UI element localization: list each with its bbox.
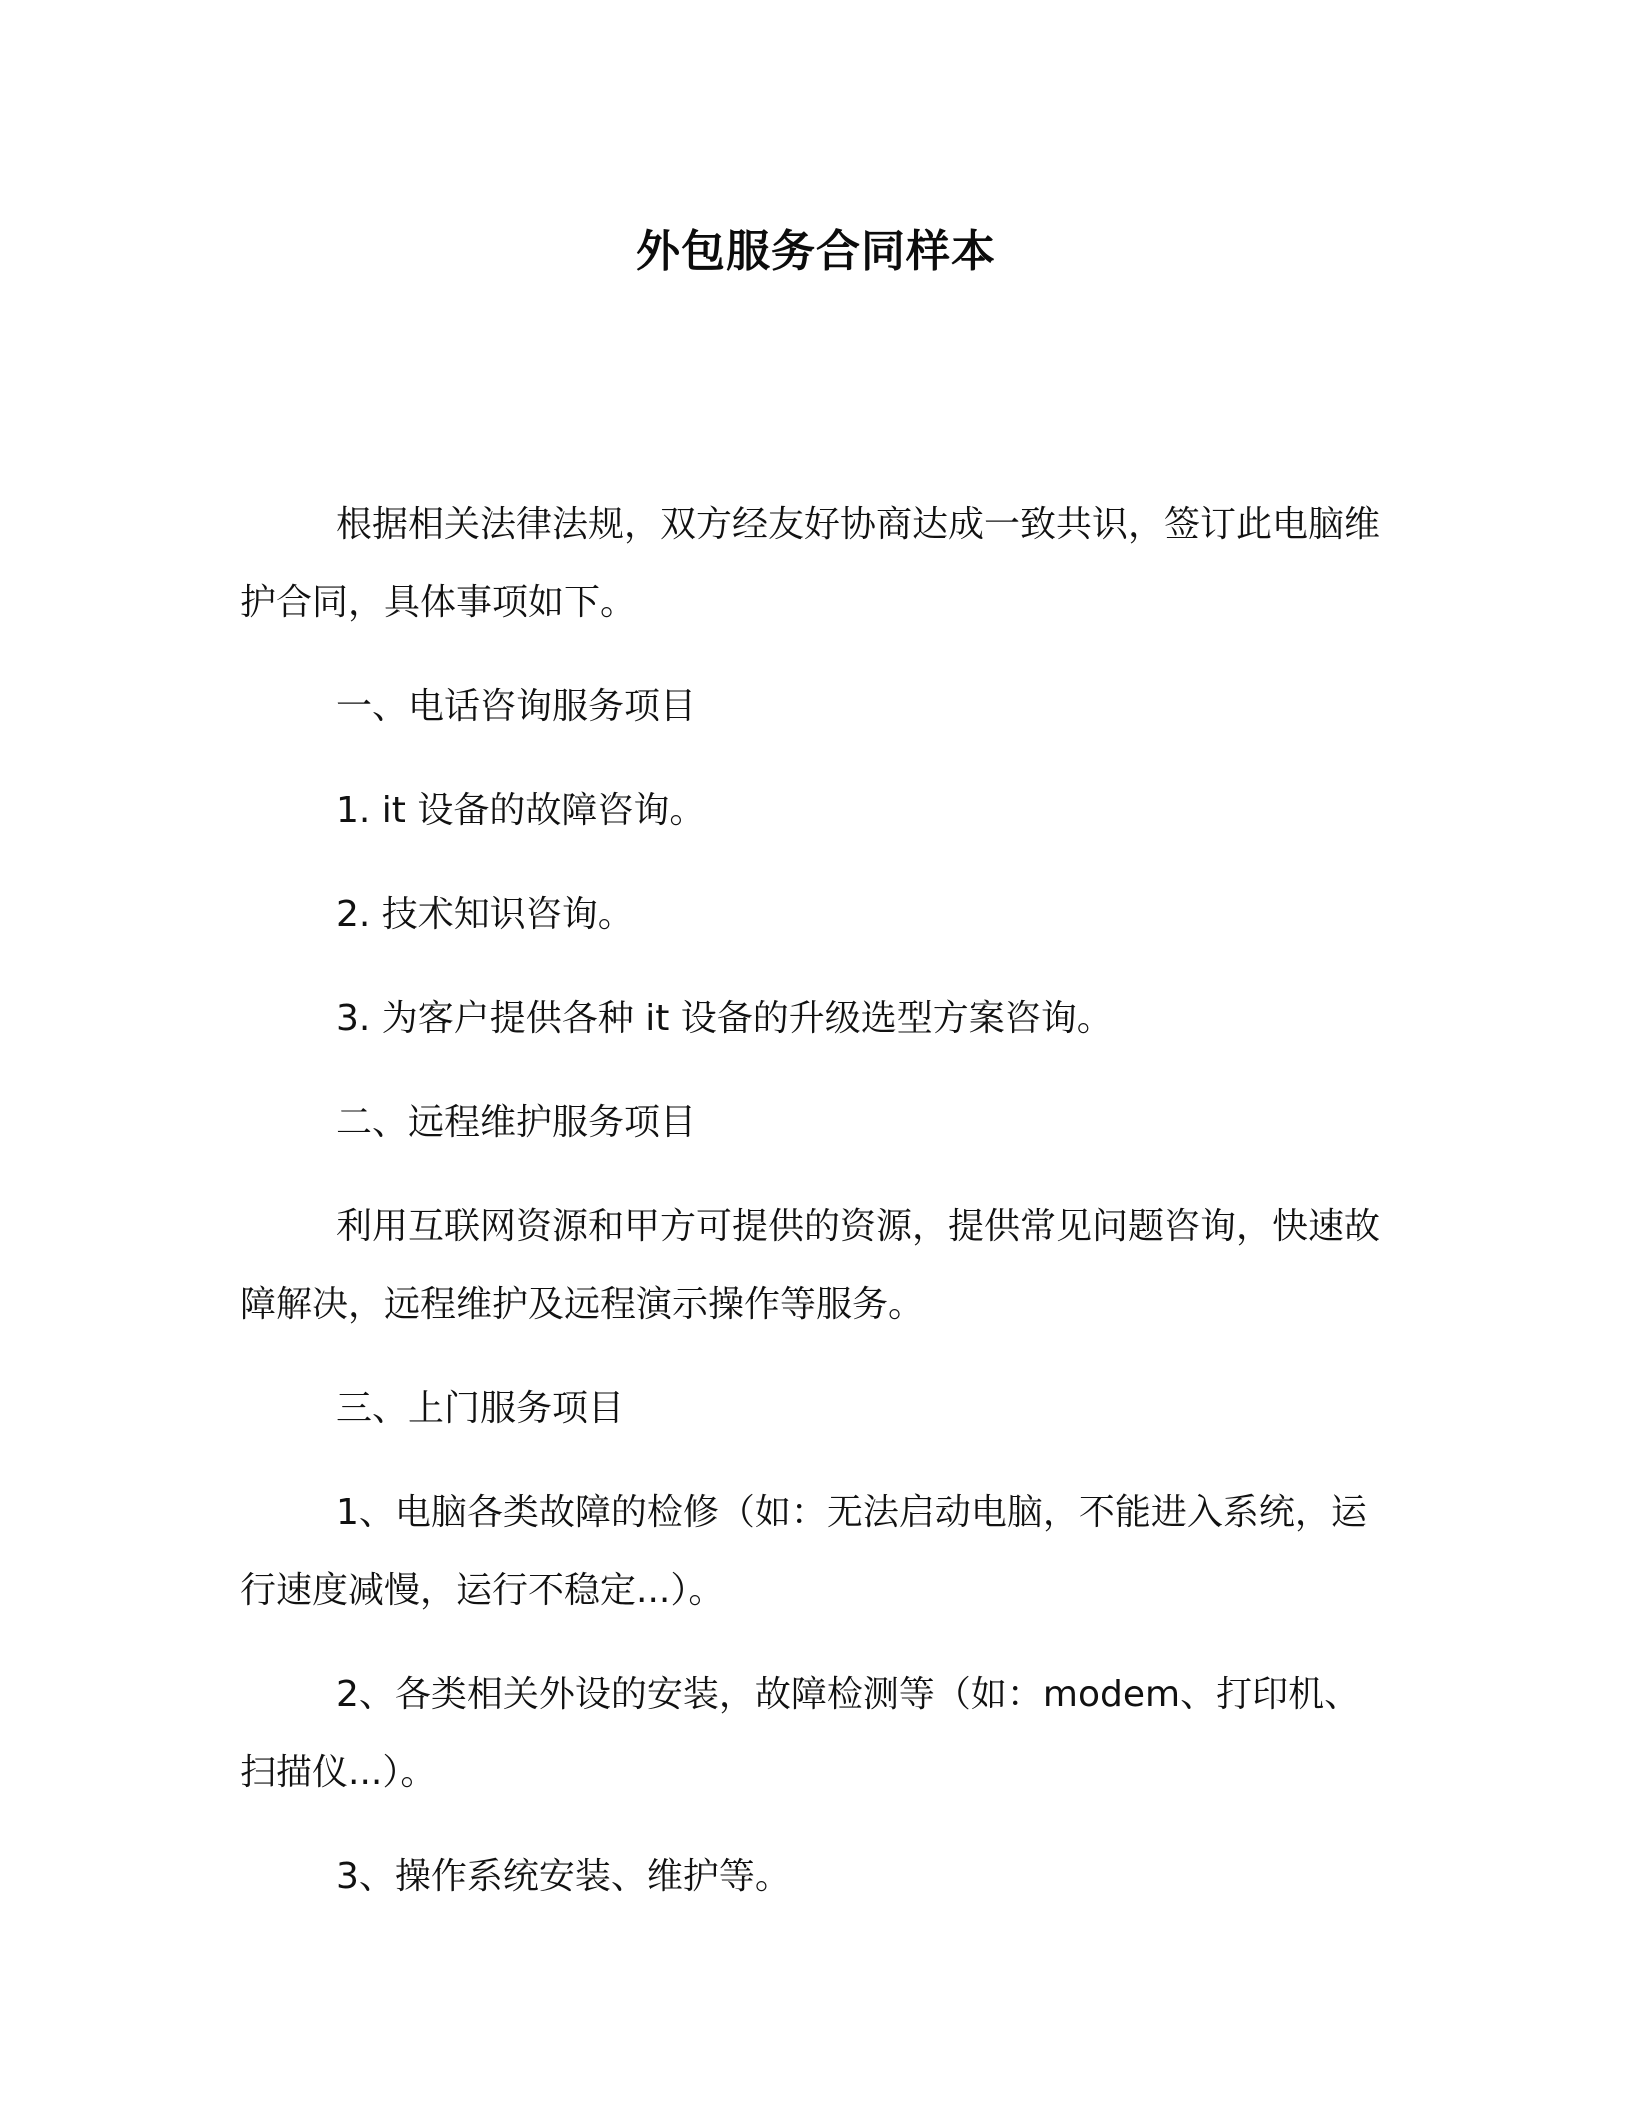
list-item-phone-3: 3. 为客户提供各种 it 设备的升级选型方案咨询。 bbox=[336, 998, 1113, 1039]
document-title: 外包服务合同样本 bbox=[636, 226, 996, 277]
section-heading-remote-maintenance: 二、远程维护服务项目 bbox=[336, 1102, 697, 1143]
list-item-phone-1: 1. it 设备的故障咨询。 bbox=[336, 790, 706, 831]
list-item-onsite-2: 2、各类相关外设的安装，故障检测等（如：modem、打印机、扫描仪...）。 bbox=[240, 1674, 1361, 1793]
section-heading-phone-consulting: 一、电话咨询服务项目 bbox=[336, 686, 697, 727]
list-item-phone-2: 2. 技术知识咨询。 bbox=[336, 894, 634, 935]
remote-maintenance-paragraph: 利用互联网资源和甲方可提供的资源，提供常见问题咨询，快速故障解决，远程维护及远程演示操作等服务。 bbox=[240, 1206, 1381, 1325]
list-item-onsite-3: 3、操作系统安装、维护等。 bbox=[336, 1856, 791, 1897]
intro-paragraph: 根据相关法律法规，双方经友好协商达成一致共识，签订此电脑维护合同，具体事项如下。 bbox=[240, 504, 1381, 623]
list-item-onsite-1: 1、电脑各类故障的检修（如：无法启动电脑，不能进入系统，运行速度减慢，运行不稳定...）。 bbox=[240, 1492, 1367, 1611]
section-heading-onsite-service: 三、上门服务项目 bbox=[336, 1388, 625, 1429]
document-body bbox=[240, 486, 1392, 1942]
